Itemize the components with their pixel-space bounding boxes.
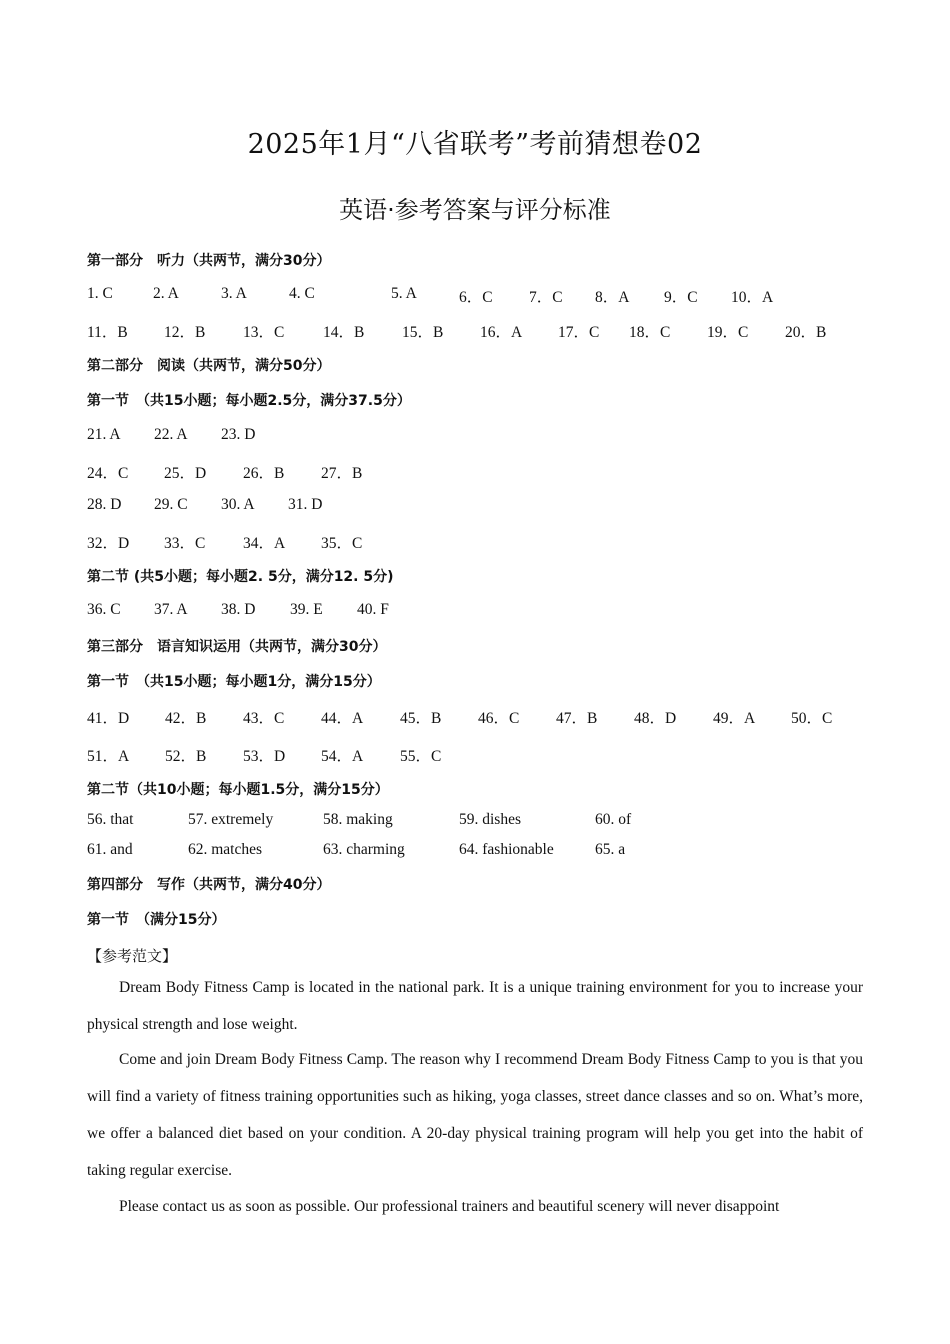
answer: 35．C xyxy=(321,535,363,552)
answer: 22. A xyxy=(154,426,188,443)
answer: 23. D xyxy=(221,426,256,443)
answer: 44．A xyxy=(321,710,364,727)
answer: 10．A xyxy=(731,289,774,306)
answer: 45．B xyxy=(400,710,442,727)
answer: 8．A xyxy=(595,289,630,306)
part2-heading: 第二部分 阅读（共两节，满分50分） xyxy=(87,358,331,374)
part3-sec2-heading: 第二节（共10小题；每小题1.5分，满分15分） xyxy=(87,782,389,798)
part3-heading: 第三部分 语言知识运用（共两节，满分30分） xyxy=(87,639,387,655)
part1-heading: 第一部分 听力（共两节，满分30分） xyxy=(87,253,331,269)
answer: 16．A xyxy=(480,324,523,341)
answer: 14．B xyxy=(323,324,365,341)
answer: 56. that xyxy=(87,811,134,828)
answer: 17．C xyxy=(558,324,600,341)
answer: 39. E xyxy=(290,601,323,618)
answer: 11．B xyxy=(87,324,128,341)
answer: 54．A xyxy=(321,748,364,765)
answer: 59. dishes xyxy=(459,811,521,828)
answer: 19．C xyxy=(707,324,749,341)
answer: 27．B xyxy=(321,465,363,482)
answer: 29. C xyxy=(154,496,188,513)
answer: 7．C xyxy=(529,289,563,306)
answer: 47．B xyxy=(556,710,598,727)
answer: 42．B xyxy=(165,710,207,727)
answer: 18．C xyxy=(629,324,671,341)
part4-sec1-heading: 第一节 （满分15分） xyxy=(87,912,226,928)
answer: 37. A xyxy=(154,601,188,618)
answer: 49．A xyxy=(713,710,756,727)
essay-paragraph: Please contact us as soon as possible. Our professional trainers and beautiful scenery will never disappoint xyxy=(119,1198,780,1215)
answer: 48．D xyxy=(634,710,677,727)
essay-paragraph: Come and join Dream Body Fitness Camp. The reason why I recommend Dream Body Fitness Camp to you is that you will find a variety of fitness training opportunities such as hiking, yoga classes, street dance classes and so on. What’s more, we offer a balanced diet based on your condition. A 20-day physical training program will help you get into the habit of taking regular exercise. xyxy=(87,1051,863,1179)
part3-sec1-heading: 第一节 （共15小题；每小题1分，满分15分） xyxy=(87,674,381,690)
answer: 51．A xyxy=(87,748,130,765)
answer: 41．D xyxy=(87,710,130,727)
document-subtitle: 英语·参考答案与评分标准 xyxy=(339,196,611,224)
answer: 6．C xyxy=(459,289,493,306)
answer: 36. C xyxy=(87,601,121,618)
answer: 55．C xyxy=(400,748,442,765)
answer: 30. A xyxy=(221,496,255,513)
answer: 53．D xyxy=(243,748,286,765)
answer: 61. and xyxy=(87,841,133,858)
document-title: 2025年1月“八省联考”考前猜想卷02 xyxy=(247,129,703,160)
part2-sec1-heading: 第一节 （共15小题；每小题2.5分，满分37.5分） xyxy=(87,393,411,409)
answer: 60. of xyxy=(595,811,632,828)
answer: 15．B xyxy=(402,324,444,341)
answer: 38. D xyxy=(221,601,256,618)
answer: 64. fashionable xyxy=(459,841,554,858)
answer: 34．A xyxy=(243,535,286,552)
answer: 25．D xyxy=(164,465,207,482)
answer: 3. A xyxy=(221,285,247,302)
answer: 21. A xyxy=(87,426,121,443)
part4-heading: 第四部分 写作（共两节，满分40分） xyxy=(87,877,331,893)
answer: 58. making xyxy=(323,811,393,828)
answer: 40. F xyxy=(357,601,389,618)
answer: 20．B xyxy=(785,324,827,341)
answer: 52．B xyxy=(165,748,207,765)
answer: 46．C xyxy=(478,710,520,727)
answer: 57. extremely xyxy=(188,811,274,828)
answer: 32．D xyxy=(87,535,130,552)
answer: 24．C xyxy=(87,465,129,482)
answer: 2. A xyxy=(153,285,179,302)
answer: 63. charming xyxy=(323,841,405,858)
answer: 43．C xyxy=(243,710,285,727)
answer: 1. C xyxy=(87,285,113,302)
answer: 62. matches xyxy=(188,841,263,858)
answer: 28. D xyxy=(87,496,122,513)
reference-essay-label: 【参考范文】 xyxy=(87,947,178,965)
answer: 26．B xyxy=(243,465,285,482)
answer: 5. A xyxy=(391,285,417,302)
answer: 50．C xyxy=(791,710,833,727)
answer: 31. D xyxy=(288,496,323,513)
answer: 13．C xyxy=(243,324,285,341)
answer: 12．B xyxy=(164,324,206,341)
answer: 9．C xyxy=(664,289,698,306)
essay-paragraph: Dream Body Fitness Camp is located in the national park. It is a unique training environment for you to increase your physical strength and lose weight. xyxy=(87,979,863,1033)
answer: 33．C xyxy=(164,535,206,552)
answer: 65. a xyxy=(595,841,626,858)
part2-sec2-heading: 第二节 (共5小题；每小题2. 5分，满分12. 5分) xyxy=(87,569,394,585)
answer: 4. C xyxy=(289,285,315,302)
